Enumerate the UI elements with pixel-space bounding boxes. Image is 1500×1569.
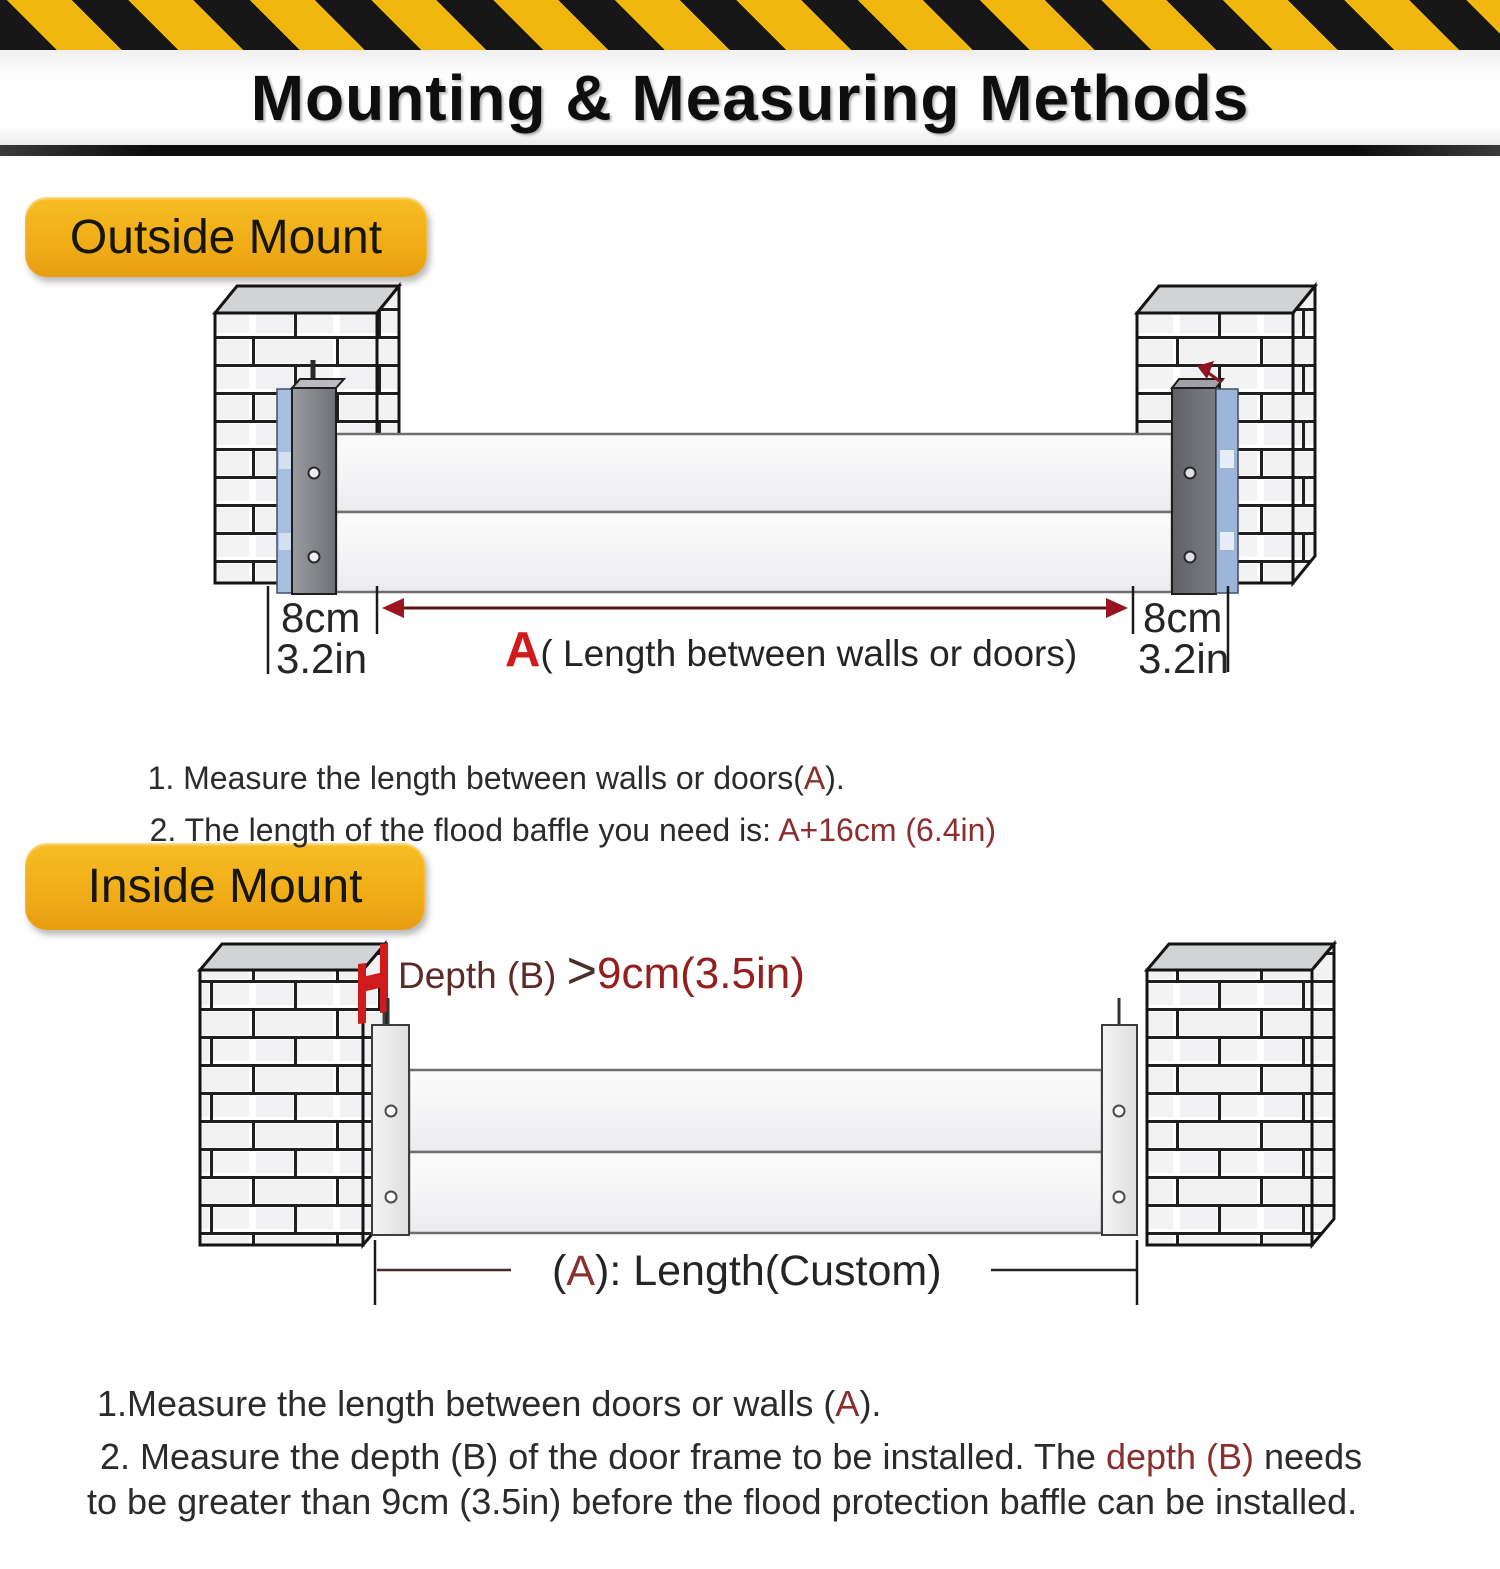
- page-title: Mounting & Measuring Methods: [250, 61, 1250, 134]
- outside-right-pillar-cap: [1137, 286, 1315, 313]
- step-text: 1.Measure the length between doors or walls (: [97, 1383, 836, 1424]
- outside-step-2: [114, 770, 996, 890]
- screw-hole: [1185, 468, 1196, 479]
- length-a-text: ( Length between walls or doors): [540, 633, 1078, 674]
- screw-hole: [309, 468, 320, 479]
- outside-right-dim-cm: 8cm: [1143, 594, 1223, 641]
- inside-left-pillar-cap: [200, 944, 385, 970]
- inside-right-pillar-front: [1147, 970, 1312, 1245]
- screw-hole: [386, 1192, 397, 1203]
- inside-right-pillar-side: [1312, 944, 1334, 1245]
- inside-left-pillar-front: [200, 970, 363, 1245]
- length-a-label: [505, 622, 1077, 678]
- inside-length-label: [552, 1247, 942, 1296]
- outside-left-pillar-cap: [215, 286, 399, 313]
- outside-baffle-plank-bottom: [336, 512, 1172, 592]
- outside-right-pillar-side: [1293, 286, 1315, 583]
- length-label-paren: (: [552, 1247, 567, 1295]
- step-accent: A+16cm (6.4in): [778, 812, 997, 848]
- outside-right-seal-mark: [1220, 450, 1234, 468]
- depth-label-value: 9cm(3.5in): [597, 949, 805, 998]
- outside-left-bracket-top: [292, 379, 344, 388]
- screw-hole: [386, 1106, 397, 1117]
- depth-label: [398, 941, 805, 1001]
- screw-hole: [1114, 1192, 1125, 1203]
- arrow-head-left-icon: [382, 598, 404, 618]
- outside-left-seal-mark: [279, 452, 292, 469]
- step-text: to be greater than 9cm (3.5in) before the flood protection baffle can be installed.: [87, 1481, 1358, 1522]
- step-text: 2. Measure the depth (B) of the door frame to be installed. The: [100, 1436, 1106, 1477]
- outside-right-bracket: [1172, 388, 1216, 594]
- depth-label-text: Depth (B): [398, 955, 567, 996]
- length-label-text: ): Length(Custom): [595, 1247, 942, 1295]
- screw-hole: [1185, 552, 1196, 563]
- step-text: needs: [1254, 1436, 1363, 1477]
- step-text: ).: [825, 760, 845, 796]
- outside-left-dim-cm: 8cm: [281, 594, 361, 641]
- step-text: ).: [859, 1383, 882, 1424]
- screw-hole: [309, 552, 320, 563]
- inside-right-pillar-cap: [1147, 944, 1334, 970]
- greater-than-symbol: >: [566, 942, 597, 1000]
- screw-hole: [1114, 1106, 1125, 1117]
- outside-left-seal-mark: [279, 533, 292, 550]
- step-accent: A: [803, 760, 826, 796]
- outside-right-dim-in: 3.2in: [1138, 635, 1230, 682]
- step-text: 2. The length of the flood baffle you need is:: [149, 812, 779, 848]
- inside-baffle-plank-bottom: [409, 1152, 1102, 1233]
- step-accent: A: [835, 1383, 860, 1424]
- outside-right-seal-strip: [1216, 389, 1238, 593]
- outside-right-seal-mark: [1220, 532, 1234, 550]
- outside-baffle-plank-top: [336, 434, 1172, 512]
- inside-right-bracket: [1102, 1025, 1137, 1235]
- arrow-head-right-icon: [1106, 598, 1128, 618]
- step-text: 1. Measure the length between walls or doors(: [147, 760, 804, 796]
- inside-mount-badge-label: Inside Mount: [87, 860, 363, 913]
- inside-baffle-plank-top: [409, 1070, 1102, 1152]
- outside-left-dim-in: 3.2in: [276, 635, 368, 682]
- length-label-letter: A: [566, 1247, 596, 1295]
- outside-mount-badge-label: Outside Mount: [69, 210, 383, 264]
- inside-step-2-line-2: [47, 1434, 1357, 1569]
- length-a-letter: A: [505, 623, 541, 677]
- outside-right-bracket-top: [1172, 379, 1223, 388]
- inside-left-bracket: [372, 1025, 409, 1235]
- step-accent: depth (B): [1105, 1436, 1255, 1477]
